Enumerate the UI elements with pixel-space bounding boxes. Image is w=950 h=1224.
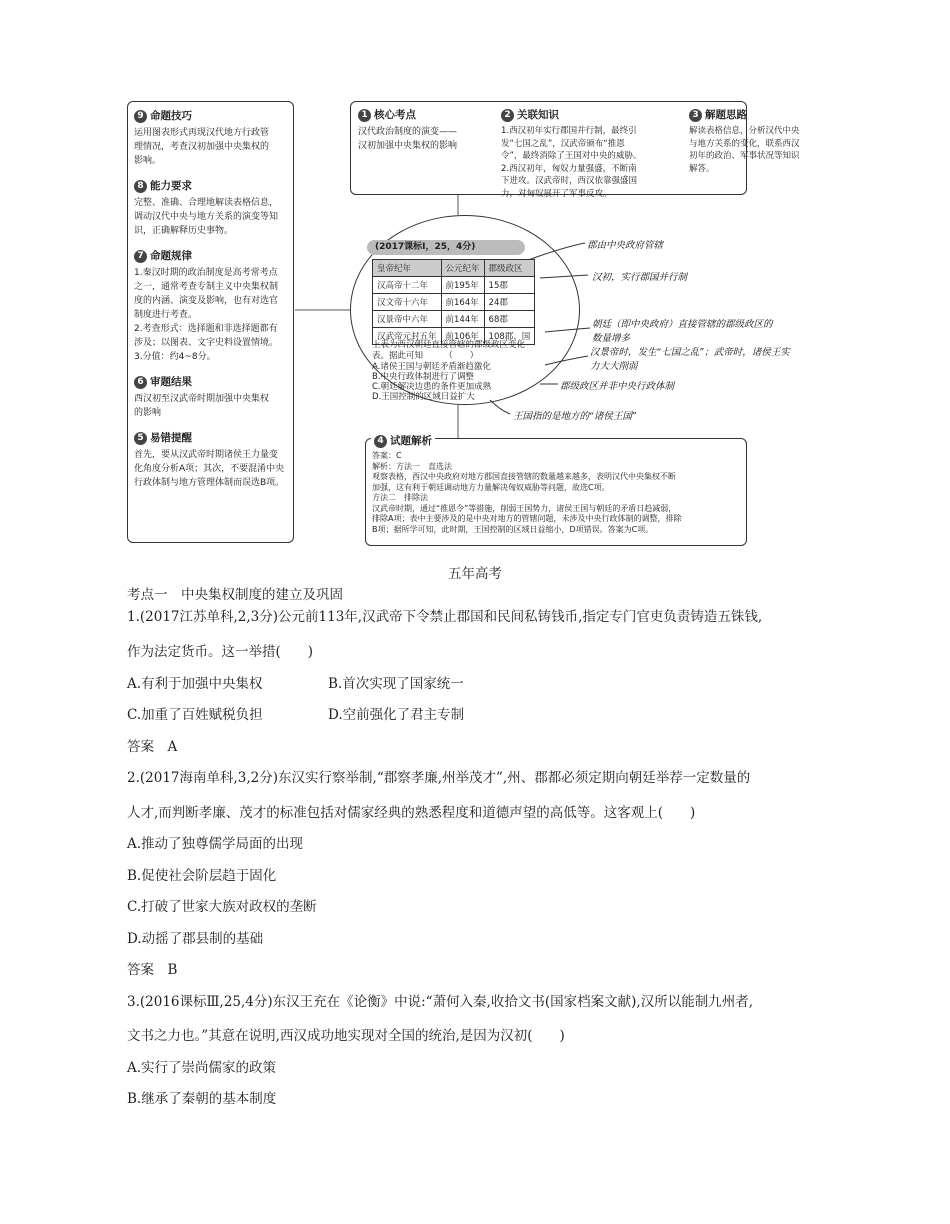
section-related [501,107,681,200]
annotation-note: 汉初，实行郡国并行制 [592,272,688,283]
number-badge: 9 [134,110,147,123]
annotation-note: 朝廷（即中央政府）直接管辖的郡级政区的数量增多 [592,319,773,344]
number-badge: 4 [374,435,387,448]
table-cell: 前144年 [441,311,484,328]
section-core [358,107,493,153]
section-body: 汉代政治制度的演变—— 汉初加强中央集权的影响 [358,127,458,151]
section-title: 能力要求 [150,180,192,192]
question-table [372,259,535,345]
table-cell: 108郡、国 [484,328,535,345]
section-pitfalls [134,430,287,490]
analysis-title-text: 试题解析 [390,435,432,447]
section-body: 西汉初至汉武帝时期加强中央集权 的影响 [134,394,270,418]
table-cell: 68郡 [484,311,535,328]
q1-answer: 答案 A [127,739,178,755]
table-cell: 汉高帝十二年 [373,277,442,294]
q2-option-c: C.打破了世家大族对政权的垄断 [127,899,317,915]
question-2-text: 人才,而判断孝廉、茂才的标准包括对儒家经典的熟悉程度和道德声望的高低等。这客观上( ) [127,805,696,821]
section-result [134,374,287,420]
section-title: 易错提醒 [150,432,192,444]
option-c: C.朝廷解决边患的条件更加成熟 [372,382,492,392]
table-cell: 前164年 [441,294,484,311]
table-row [373,277,535,294]
section-body: 1.秦汉时期的政治制度是高考常考点 之一，通常考查专制主义中央集权制 度的内涵、演变及影响，也有对选官 制度进行考查。 2.考查形式：选择题和非选择题都有 涉及；以图表、文字史料设置情境。 3.分值：约4~8分。 [134,268,279,362]
section-title: 关联知识 [517,109,559,121]
table-cell: 前195年 [441,277,484,294]
table-cell: 汉景帝中六年 [373,311,442,328]
left-panel [127,101,294,543]
section-heading: 五年高考 [448,566,502,582]
annotation-note: 汉景帝时，发生“七国之乱”；武帝时，诸侯王实力大大削弱 [590,347,790,372]
number-badge: 6 [134,376,147,389]
analysis-body: 答案：C 解析：方法一 直选法 观察表格，西汉中央政府对地方郡国直接管辖的数量越来越多，表明汉代中央集权不断 加强，这有利于朝廷调动地方力量解决匈奴威胁等问题，故选C项。 方法二 排除法 汉武帝时期，通过“推恩令”等措施，削弱王国势力，诸侯王国与朝廷的矛盾日趋减弱， 排除A项；表中主要涉及的是中央对地方的管辖问题，未涉及中央行政体制的调整，排除 B项；据所学可知，此时期，王国控制的区域日益缩小，D项错误。答案为C项。 [372,451,682,534]
table-cell: 前106年 [441,328,484,345]
question-1-text: 作为法定货币。这一举措( ) [127,644,314,660]
question-source: (2017课标Ⅰ，25，4分) [367,240,525,255]
section-body: 运用图表形式再现汉代地方行政管 理情况，考查汉初加强中央集权的 影响。 [134,128,270,166]
table-header: 皇帝纪年 [373,260,442,277]
section-approach [689,107,824,175]
number-badge: 7 [134,250,147,263]
annotation-note: 郡级政区并非中央行政体制 [560,381,675,392]
table-header-row [373,260,535,277]
analysis-panel [365,435,747,546]
section-body: 解读表格信息，分析汉代中央 与地方关系的变化，联系西汉 初年的政治、军事状况等知识 解答。 [689,126,800,174]
section-body: 首先，要从汉武帝时期诸侯王力量变 化角度分析A项；其次，不要混淆中央 行政体制与地方管理体制而误选B项。 [134,450,285,488]
section-body: 1.西汉初年实行郡国并行制，最终引 发“七国之乱”，汉武帝颁布“推恩 令”，最终消除了王国对中央的威胁。 2.西汉初年，匈奴力量强盛，不断南 下进攻。汉武帝时，西汉依靠强盛国 力，对匈奴展开了军事反攻。 [501,126,642,199]
number-badge: 2 [501,109,514,122]
top-panel [350,101,800,199]
section-title: 解题思路 [705,109,747,121]
question-2-text: 2.(2017海南单科,3,2分)东汉实行察举制,“郡察孝廉,州举茂才”,州、郡都必须定期向朝廷举荐一定数量的 [127,770,751,786]
table-cell: 15郡 [484,277,535,294]
number-badge: 1 [358,109,371,122]
q1-option-d: D.空前强化了君主专制 [328,707,465,723]
section-rules [134,248,287,364]
topic-title: 考点一 中央集权制度的建立及巩固 [127,587,343,603]
q2-option-a: A.推动了独尊儒学局面的出现 [127,836,304,852]
table-row [373,294,535,311]
question-options [372,362,491,402]
annotation-note: 郡由中央政府管辖 [587,240,664,251]
option-a: A.诸侯王国与朝廷矛盾渐趋激化 [372,362,491,372]
q3-option-b: B.继承了秦朝的基本制度 [127,1091,277,1107]
section-ability [134,178,287,238]
table-cell: 汉武帝元封五年 [373,328,442,345]
section-title: 核心考点 [374,109,416,121]
analysis-title [371,433,435,448]
table-header: 公元纪年 [441,260,484,277]
number-badge: 3 [689,109,702,122]
q2-answer: 答案 B [127,962,178,978]
q3-option-a: A.实行了崇尚儒家的政策 [127,1060,277,1076]
question-1-text: 1.(2017江苏单科,2,3分)公元前113年,汉武帝下令禁止郡国和民间私铸钱币,指定专门官吏负责铸造五铢钱, [127,609,763,625]
question-3-text: 文书之力也。”其意在说明,西汉成功地实现对全国的统治,是因为汉初( ) [127,1028,565,1044]
section-title: 审题结果 [150,376,192,388]
number-badge: 5 [134,432,147,445]
annotation-note: 王国指的是地方的“诸侯王国” [513,411,637,422]
q1-option-c: C.加重了百姓赋税负担 [127,707,263,723]
table-header: 郡级政区 [484,260,535,277]
number-badge: 8 [134,180,147,193]
option-b: B.中央行政体制进行了调整 [372,372,475,382]
section-title: 命题技巧 [150,110,192,122]
question-3-text: 3.(2016课标Ⅲ,25,4分)东汉王充在《论衡》中说:“萧何入秦,收拾文书(国家档案文献),汉所以能制九州者, [127,994,753,1010]
table-row [373,311,535,328]
section-title: 命题规律 [150,250,192,262]
option-d: D.王国控制的区域日益扩大 [372,392,475,402]
q1-option-a: A.有利于加强中央集权 [127,676,263,692]
question-stem: 上表为西汉朝廷直接管辖的郡级政区变化 表。据此可知 （ ） [372,340,526,361]
q1-option-b: B.首次实现了国家统一 [328,676,464,692]
q2-option-d: D.动摇了郡县制的基础 [127,931,264,947]
table-cell: 24郡 [484,294,535,311]
section-techniques [134,108,287,168]
table-cell: 汉文帝十六年 [373,294,442,311]
section-body: 完整、准确、合理地解读表格信息， 调动汉代中央与地方关系的演变等知 识，正确解释历史事物。 [134,198,279,236]
q2-option-b: B.促使社会阶层趋于固化 [127,868,277,884]
